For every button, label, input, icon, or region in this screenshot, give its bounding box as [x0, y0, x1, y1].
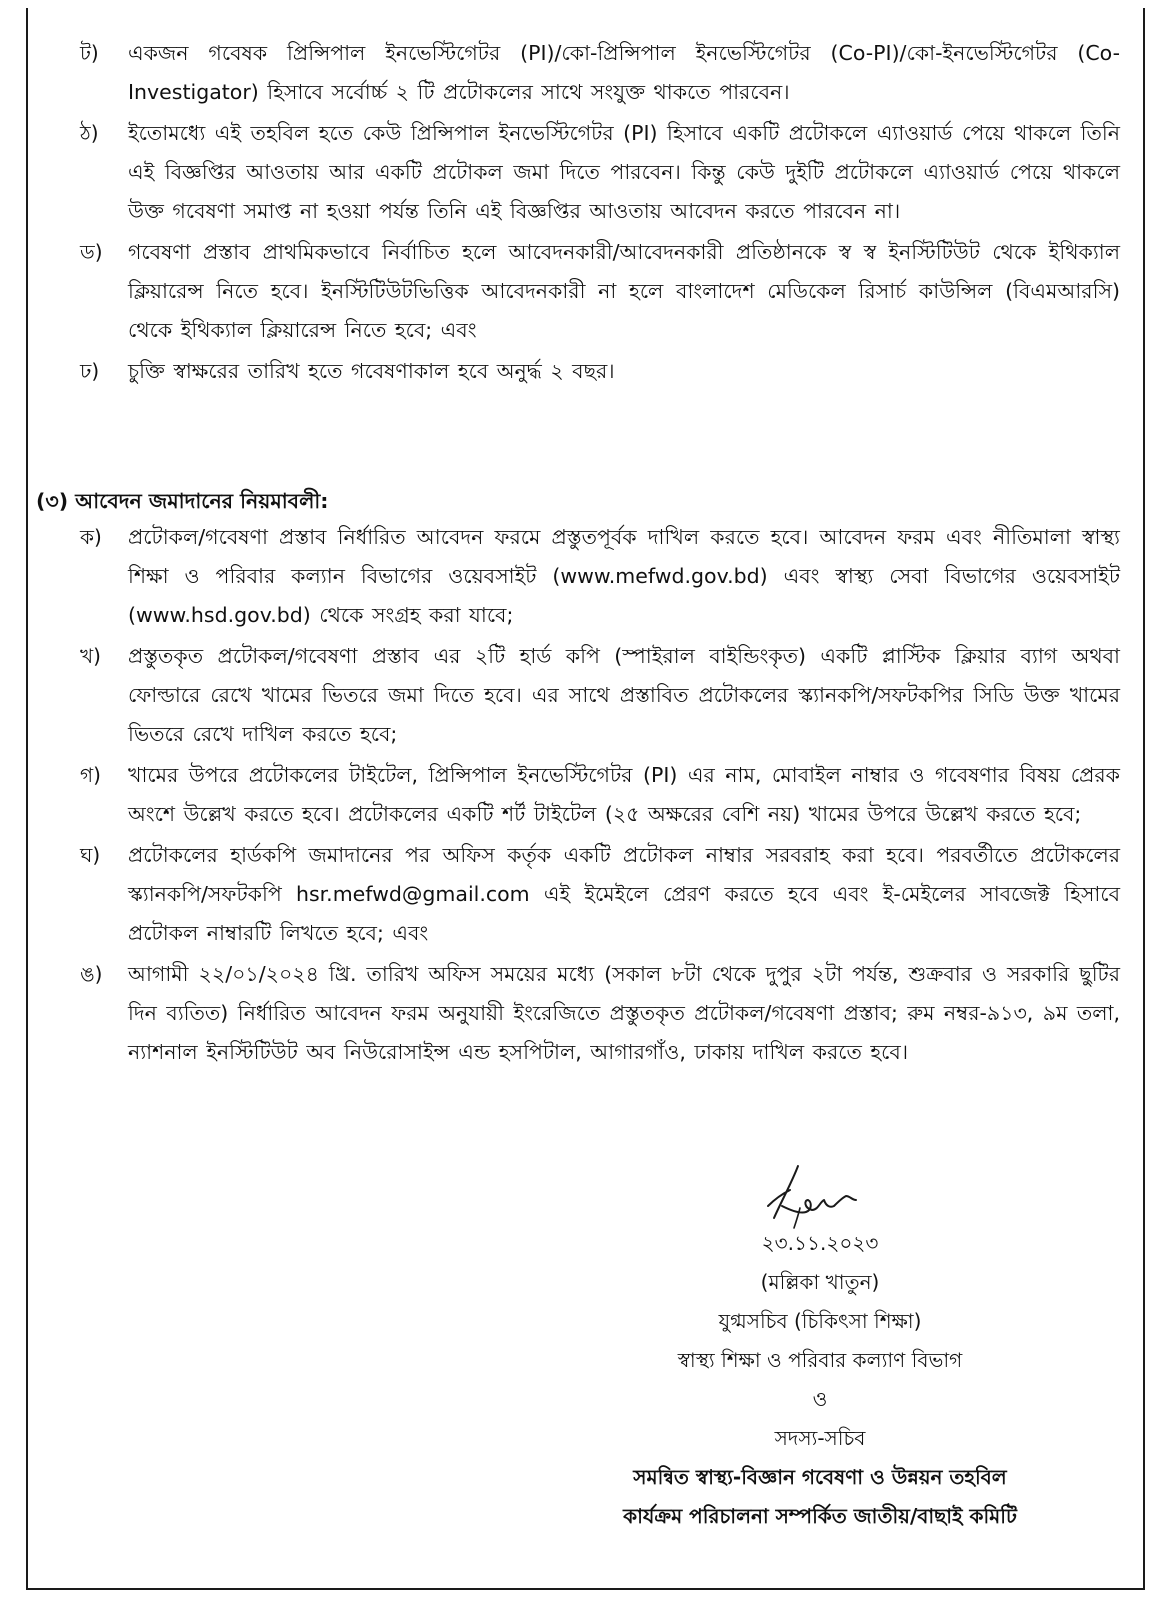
list-item — [80, 836, 1120, 953]
list-item — [80, 955, 1120, 1072]
item-marker: ঙ) — [80, 962, 103, 986]
list-item — [80, 637, 1120, 754]
signatory-division: স্বাস্থ্য শিক্ষা ও পরিবার কল্যাণ বিভাগ — [677, 1348, 963, 1372]
item-marker: খ) — [80, 644, 101, 668]
section-2-list — [80, 34, 1120, 391]
item-marker: গ) — [80, 763, 101, 787]
signature-block — [560, 1160, 1080, 1536]
item-marker: ক) — [80, 525, 102, 549]
list-item — [80, 114, 1120, 231]
item-text: ইতোমধ্যে এই তহবিল হতে কেউ প্রিন্সিপাল ইনভেস্টিগেটর (PI) হিসাবে একটি প্রটোকলে এ্যাওয়ার্ড পেয়ে থাকলে তিনি এই বিজ্ঞপ্তির আওতায় আর একটি প্রটোকল জমা দিতে পারবেন। কিন্তু কেউ দুইটি প্রটোকলে এ্যাওয়ার্ড পেয়ে থাকলে উক্ত গবেষণা সমাপ্ত না হওয়া পর্যন্ত তিনি এই বিজ্ঞপ্তির আওতায় আবেদন করতে পারবেন না। — [128, 121, 1120, 223]
item-text: একজন গবেষক প্রিন্সিপাল ইনভেস্টিগেটর (PI)/কো-প্রিন্সিপাল ইনভেস্টিগেটর (Co-PI)/কো-ইনভেস্টিগেটর (Co- Investigator) হিসাবে সর্বোর্চ্চ ২ টি প্রটোকলের সাথে সংযুক্ত থাকতে পারবেন। — [128, 41, 1120, 104]
item-marker: ঘ) — [80, 843, 101, 867]
section-heading: (৩) আবেদন জমাদানের নিয়মাবলী: — [36, 489, 329, 513]
item-marker: ট) — [80, 41, 99, 65]
list-item — [80, 233, 1120, 350]
signatory-fund: সমন্বিত স্বাস্থ্য-বিজ্ঞান গবেষণা ও উন্নয়ন তহবিল — [633, 1465, 1007, 1489]
item-text: আগামী ২২/০১/২০২৪ খ্রি. তারিখ অফিস সময়ের মধ্যে (সকাল ৮টা থেকে দুপুর ২টা পর্যন্ত, শুক্রবার ও সরকারি ছুটির দিন ব্যতিত) নির্ধারিত আবেদন ফরম অনুযায়ী ইংরেজিতে প্রস্তুতকৃত প্রটোকল/গবেষণা প্রস্তাব; রুম নম্বর-৯১৩, ৯ম তলা, ন্যাশনাল ইনস্টিটিউট অব নিউরোসাইন্স এন্ড হসপিটাল, আগারগাঁও, ঢাকায় দাখিল করতে হবে। — [128, 962, 1120, 1064]
list-item — [80, 518, 1120, 635]
list-item — [80, 352, 1120, 391]
signatory-name: (মল্লিকা খাতুন) — [760, 1270, 880, 1294]
item-text: প্রটোকল/গবেষণা প্রস্তাব নির্ধারিত আবেদন ফরমে প্রস্তুতপূর্বক দাখিল করতে হবে। আবেদন ফরম এবং নীতিমালা স্বাস্থ্য শিক্ষা ও পরিবার কল্যান বিভাগের ওয়েবসাইট (www.mefwd.gov.bd) এবং স্বাস্থ্য সেবা বিভাগের ওয়েবসাইট (www.hsd.gov.bd) থেকে সংগ্রহ করা যাবে; — [128, 525, 1120, 627]
item-text: গবেষণা প্রস্তাব প্রাথমিকভাবে নির্বাচিত হলে আবেদনকারী/আবেদনকারী প্রতিষ্ঠানকে স্ব স্ব ইনস্টিটিউট থেকে ইথিক্যাল ক্লিয়ারেন্স নিতে হবে। ইনস্টিটিউটভিত্তিক আবেদনকারী না হলে বাংলাদেশ মেডিকেল রিসার্চ কাউন্সিল (বিএমআরসি) থেকে ইথিক্যাল ক্লিয়ারেন্স নিতে হবে; এবং — [128, 240, 1120, 342]
item-text: খামের উপরে প্রটোকলের টাইটেল, প্রিন্সিপাল ইনভেস্টিগেটর (PI) এর নাম, মোবাইল নাম্বার ও গবেষণার বিষয় প্রেরক অংশে উল্লেখ করতে হবে। প্রটোকলের একটি শর্ট টাইটেল (২৫ অক্ষরের বেশি নয়) খামের উপরে উল্লেখ করতে হবে; — [128, 763, 1120, 826]
signatory-role: সদস্য-সচিব — [774, 1426, 866, 1450]
signature-date: ২৩.১১.২০২৩ — [761, 1231, 879, 1255]
list-item — [80, 34, 1120, 112]
item-marker: ঢ) — [80, 359, 100, 383]
item-text: প্রটোকলের হার্ডকপি জমাদানের পর অফিস কর্তৃক একটি প্রটোকল নাম্বার সরবরাহ করা হবে। পরবর্তীতে প্রটোকলের স্ক্যানকপি/সফটকপি hsr.mefwd@gmail.com এই ইমেইলে প্রেরণ করতে হবে এবং ই-মেইলের সাবজেক্ট হিসাবে প্রটোকল নাম্বারটি লিখতে হবে; এবং — [128, 843, 1120, 945]
signatory-designation: যুগ্মসচিব (চিকিৎসা শিক্ষা) — [718, 1309, 922, 1333]
item-text: প্রস্তুতকৃত প্রটোকল/গবেষণা প্রস্তাব এর ২টি হার্ড কপি (স্পাইরাল বাইন্ডিংকৃত) একটি প্লাস্টিক ক্লিয়ার ব্যাগ অথবা ফোল্ডারে রেখে খামের ভিতরে জমা দিতে হবে। এর সাথে প্রস্তাবিত প্রটোকলের স্ক্যানকপি/সফটকপির সিডি উক্ত খামের ভিতরে রেখে দাখিল করতে হবে; — [128, 644, 1120, 746]
signatory-committee: কার্যক্রম পরিচালনা সম্পর্কিত জাতীয়/বাছাই কমিটি — [623, 1504, 1017, 1528]
list-item — [80, 756, 1120, 834]
item-marker: ড) — [80, 240, 103, 264]
item-text: চুক্তি স্বাক্ষরের তারিখ হতে গবেষণাকাল হবে অনুর্দ্ধ ২ বছর। — [128, 359, 615, 383]
handwritten-signature — [760, 1160, 880, 1232]
section-3-list — [80, 518, 1120, 1072]
signatory-conjunction: ও — [812, 1387, 828, 1411]
item-marker: ঠ) — [80, 121, 99, 145]
